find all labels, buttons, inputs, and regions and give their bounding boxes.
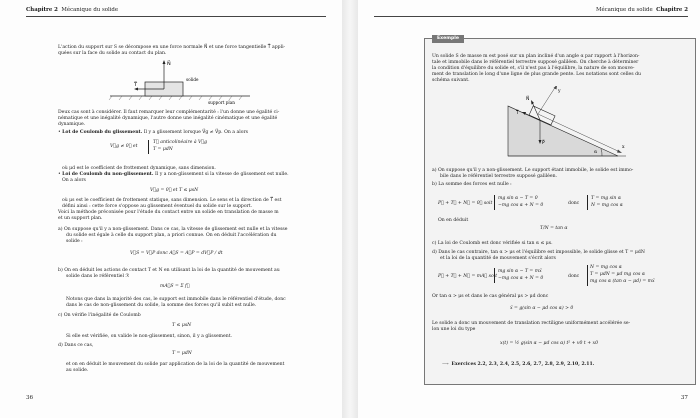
right-page-number: 37 [680,395,688,401]
example-intro-line-2: tale et immobile dans le référentiel terrestre supposé galiléen. On cherche à déterminer [432,60,639,65]
left-p2-line-3: dynamique. [58,122,86,127]
left-p2-line-2: nématique et une inégalité dynamique, l'autre donne une inégalité cinématique et une égalité [58,116,278,121]
eq-sum-donc: donc [568,201,580,206]
ex-step-d-line-1: d) Dans le cas contraire, tan α > μs et l'équilibre est impossible, le solide glisse et T = μdN [432,250,645,255]
support-label: support plan [208,100,235,105]
alpha-label: α [594,150,598,155]
eq-dynamics-result-1: N = mg cos α [590,265,622,270]
step-b-line-1: b) On en déduit les actions de contact T et N en utilisant la loi de la quantité de mouvement au [58,268,280,273]
step-a-line-3: solide : [66,239,83,244]
ex-step-a-line-1: a) On suppose qu'il y a non-glissement. Le support étant immobile, le solide est immo- [432,168,634,173]
eq-sum-result-2: N = mg cos α [591,203,623,208]
left-p8-line-2: au solide. [66,368,89,373]
left-p7: Si elle est vérifiée, on valide le non-glissement, sinon, il y a glissement. [66,334,233,339]
eq-coulomb-check: T ≤ μsN [172,323,192,328]
left-header-rule [26,16,326,17]
eq-dynamics-brace [494,268,495,283]
book-gutter [342,0,358,418]
ex-step-b: b) La somme des forces est nulle : [432,182,512,187]
conclusion-line-1: Le solide a donc un mouvement de translation rectiligne uniformément accélérée se- [432,321,631,326]
inclined-plane-diagram [498,86,628,164]
conclusion-line-2: lon une loi du type [432,327,476,332]
step-d: d) Dans ce cas, [58,343,94,348]
example-intro-line-3: la condition d'équilibre du solide et, s'il n'est pas à l'équilibre, la nature de son mouve- [432,66,635,71]
or-line: Or tan α > μs et dans le cas général μs > μd donc [432,294,549,299]
eq-dynamic-friction: T = μdN [172,351,192,356]
eq-dynamics-row-1: mg sin α − T = mẍ [498,269,542,274]
right-header-rule [374,16,688,17]
eq-glissement-line-2: T = μdN [153,147,173,152]
eq-momentum: mA⃗S = Σ f⃗ [160,284,190,289]
left-p8-line-1: et on en déduit le mouvement du solide par application de la loi de la quantité de mouvement [66,362,285,367]
step-b-line-2: solide dans le référentiel ℛ [66,274,130,279]
eq-dynamics-donc: donc [568,274,580,279]
exercises-arrow-icon: ⟶ [442,362,449,367]
eq-acceleration: V⃗S = V⃗P donc A⃗S = A⃗P = dV⃗P / dt [130,251,223,256]
example-intro-line-5: schéma suivant. [432,78,470,83]
eq-glissement-line-1: T⃗ anticolinéaire à V⃗g [153,140,208,145]
left-header: Chapitre 2 Mécanique du solide [26,7,119,13]
left-page-number: 36 [26,395,34,401]
right-header: Mécanique du solide Chapitre 2 [595,7,688,13]
normal-label: N⃗ [167,62,171,67]
ex-step-d-line-2: et la loi de la quantité de mouvement s'écrit alors [440,256,556,261]
ex-step-a-line-2: bile dans le référentiel terrestre supposé galiléen. [440,174,558,179]
left-p6-line-2: dans le cas de non-glissement du solide, la somme des forces qu'il subit est nulle. [66,303,257,308]
left-p5-line-1: où μs est le coefficient de frottement statique, sans dimension. Le sens et la direction de T⃗ est [62,198,282,203]
weight-label: P⃗ [542,141,545,146]
eq-sum-result-brace [587,195,588,210]
contact-diagram [90,58,270,106]
eq-non-glissement: V⃗g = 0⃗ et T ≤ μsN [150,188,199,193]
on-en-deduit: On en déduit [438,218,469,223]
x-axis-label: x [622,145,625,150]
step-c: c) On vérifie l'inégalité de Coulomb [58,313,141,318]
right-page [358,0,700,418]
eq-sum-forces: P⃗ + T⃗ + N⃗ = 0⃗ soit [438,201,493,206]
left-p5-line-4: et un support plan. [58,216,103,221]
example-intro-line-1: Un solide S de masse m est posé sur un plan incliné d'un angle α par rapport à l'horizon- [432,54,640,59]
left-p5-line-2: défini ainsi : cette force s'oppose au glissement éventuel du solide sur le support. [62,204,253,209]
y-axis [538,86,556,114]
bullet-glissement: • Lot de Coulomb du glissement. Il y a glissement lorsque V⃗g ≠ V⃗p. On a alors [58,130,249,135]
eq-glissement-left: V⃗g ≠ 0⃗ et [110,144,138,149]
eq-acceleration-result: ẍ = g(sin α − μd cos α) > 0 [510,306,574,311]
bullet-non-glissement: • Loi de Coulomb du non-glissement. Il y a non-glissement si la vitesse de glissement est nulle. [58,172,289,177]
step-a-line-1: a) On suppose qu'il y a non-glissement. Dans ce cas, la vitesse de glissement est nulle et la vitesse [58,227,288,232]
eq-sum-brace [494,195,495,210]
eq-sum-row-2: −mg cos α + N = 0 [498,203,544,208]
normal-force-label: N⃗ [526,97,530,102]
exercises-list: Exercices 2.2, 2.3, 2.4, 2.5, 2.6, 2.7, 2.8, 2.9, 2.10, 2.11. [451,362,595,367]
eq-dynamics-result-3: mg cos α (tan α − μd) = mẍ [590,279,655,284]
eq-motion-law: x(t) = ½ g(sin α − μd cos α) t² + v0 t + x0 [500,341,599,346]
y-axis-label: y [558,89,561,94]
solid-label: solide [186,77,199,82]
left-p3: où μd est le coefficient de frottement dynamique, sans dimension. [62,166,216,171]
eq-sum-result-1: T = mg sin α [591,196,621,201]
eq-dynamics: P⃗ + T⃗ + N⃗ = mA⃗ soit [438,274,498,279]
ex-step-c: c) La loi de Coulomb est donc vérifiée si tan α ≤ μs. [432,241,553,246]
tangent-label: T⃗ [134,83,137,88]
friction-force-label: T⃗ [516,111,519,116]
left-p5-line-3: Voici la méthode préconisée pour l'étude du contact entre un solide en translation de masse m [58,210,279,215]
eq-dynamics-row-2: −mg cos α + N = 0 [498,276,544,281]
step-a-line-2: du solide est égale à celle du support plan, a priori connue. On en déduit l'accélération du [66,233,277,238]
exercises-line [442,362,594,368]
left-p6-line-1: Notons que dans la majorité des cas, le support est immobile dans le référentiel d'étude, donc [66,297,286,302]
left-p4: On a alors [62,178,86,183]
left-p2-line-1: Deux cas sont à considérer. Il faut remarquer leur complémentarité : l'un donne une égalité ci- [58,110,280,115]
left-paragraph-1-line-1: L'action du support sur S se décompose en une force normale N⃗ et une force tangentielle T⃗ appli- [58,45,286,50]
eq-dynamics-result-2: T = μdN = μd mg cos α [590,272,645,277]
example-intro-line-4: ment de translation le long d'une ligne de plus grande pente. Les notations sont celles du [432,72,641,77]
left-paragraph-1-line-2: quées sur la face du solide au contact du plan. [58,51,167,56]
left-page [0,0,342,418]
example-tag: Exemple [432,35,464,43]
eq-glissement-brace [148,140,149,154]
eq-dynamics-result-brace [587,265,588,286]
eq-ratio: T/N = tan α [540,226,568,231]
eq-sum-row-1: mg sin α − T = 0 [498,196,538,201]
